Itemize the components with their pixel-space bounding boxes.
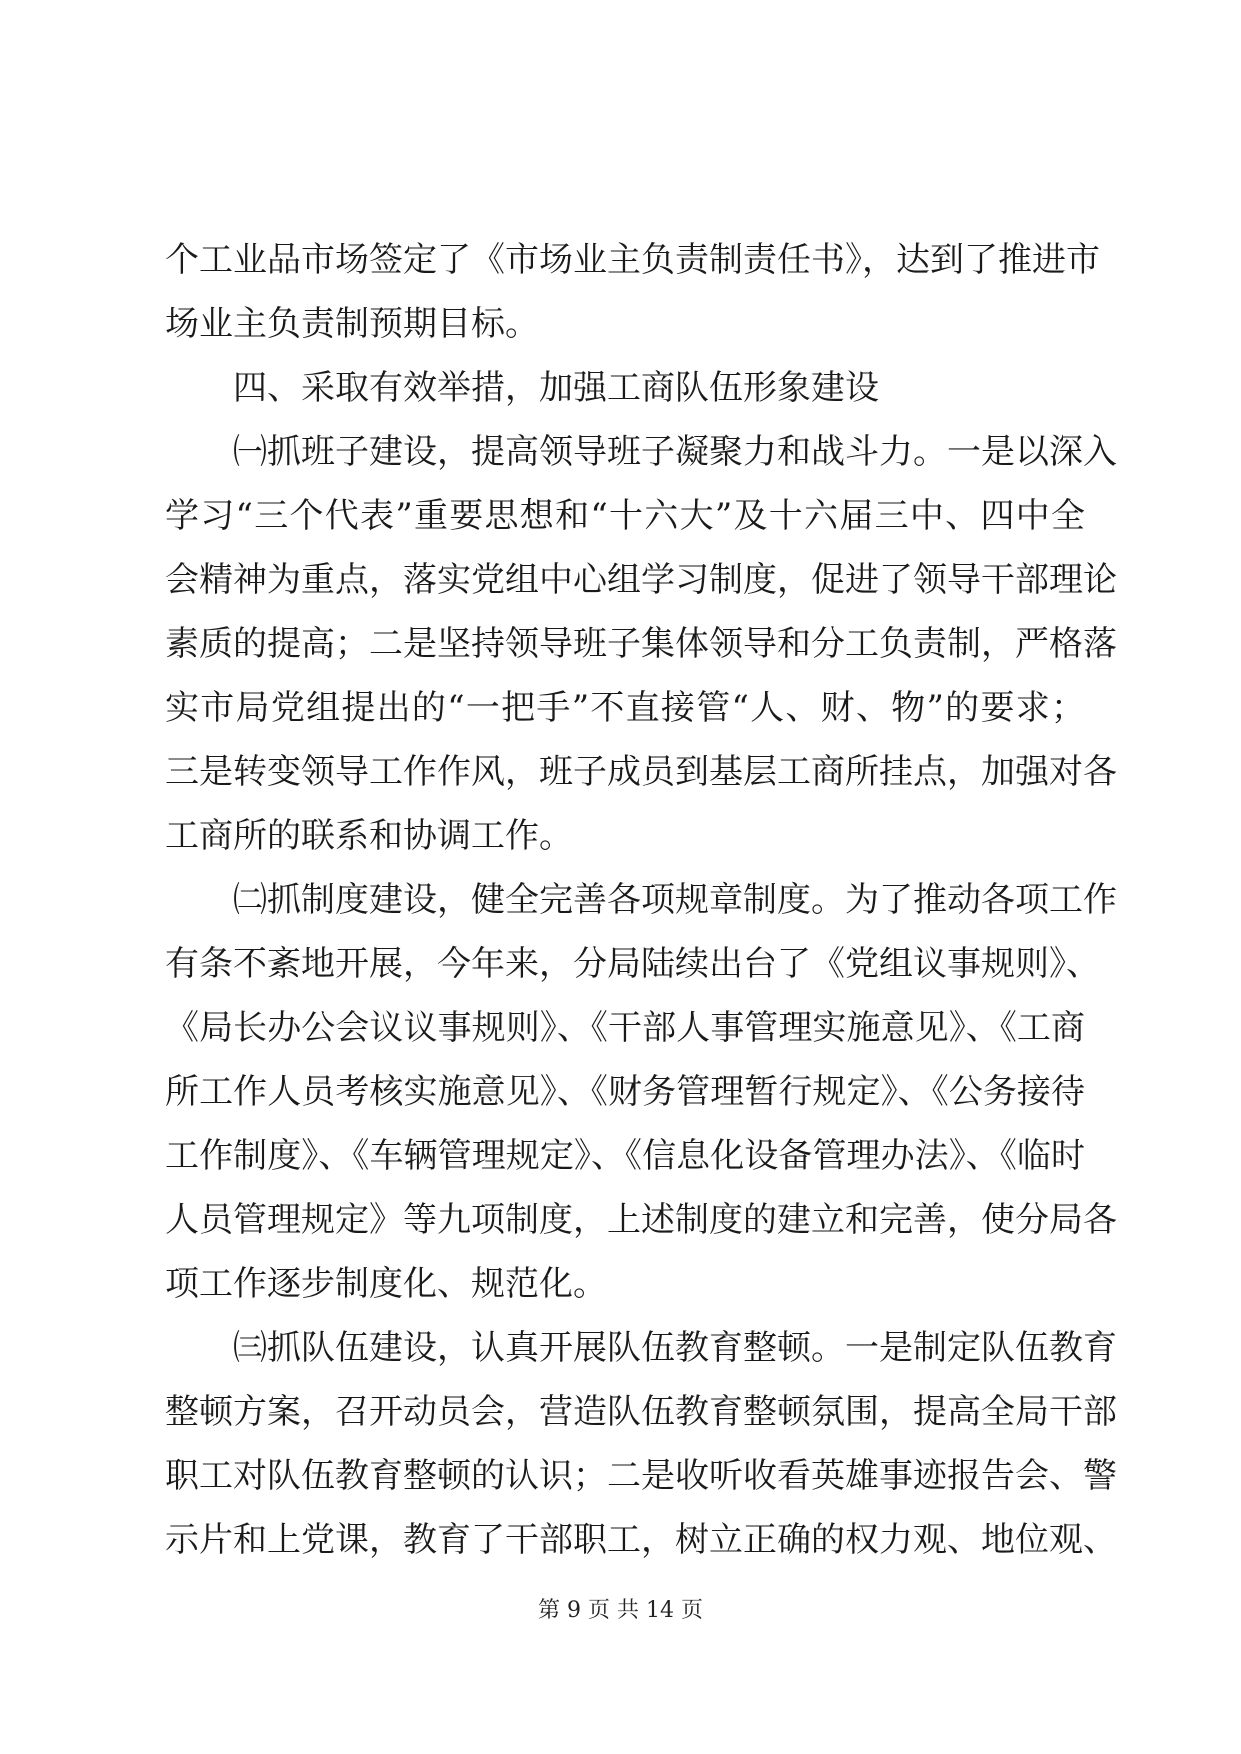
document-body — [165, 228, 1117, 1572]
paragraph-line: 项工作逐步制度化、规范化。 — [165, 1264, 607, 1304]
paragraph-line: 会精神为重点，落实党组中心组学习制度，促进了领导干部理论 — [165, 560, 1117, 600]
page-footer: 第 9 页 共 14 页 — [538, 1598, 703, 1623]
paragraph-line: ㈢抓队伍建设，认真开展队伍教育整顿。一是制定队伍教育 — [233, 1328, 1117, 1368]
paragraph-line: 学习“三个代表”重要思想和“十六大”及十六届三中、四中全 — [165, 496, 1085, 536]
paragraph-line: 个工业品市场签定了《市场业主负责制责任书》，达到了推进市 — [165, 240, 1100, 280]
paragraph-line: 所工作人员考核实施意见》、《财务管理暂行规定》、《公务接待 — [165, 1072, 1085, 1112]
paragraph-line: 有条不紊地开展，今年来，分局陆续出台了《党组议事规则》、 — [165, 944, 1100, 984]
paragraph-line: 示片和上党课，教育了干部职工，树立正确的权力观、地位观、 — [165, 1520, 1117, 1560]
paragraph-line: 整顿方案，召开动员会，营造队伍教育整顿氛围，提高全局干部 — [165, 1392, 1117, 1432]
paragraph-line: 场业主负责制预期目标。 — [165, 304, 539, 344]
paragraph-line: 实市局党组提出的“一把手”不直接管“人、财、物”的要求； — [165, 688, 1085, 728]
paragraph-line: 三是转变领导工作作风，班子成员到基层工商所挂点，加强对各 — [165, 752, 1117, 792]
paragraph-line: ㈠抓班子建设，提高领导班子凝聚力和战斗力。一是以深入 — [233, 432, 1117, 472]
paragraph-line: 职工对队伍教育整顿的认识；二是收听收看英雄事迹报告会、警 — [165, 1456, 1117, 1496]
section-heading: 四、采取有效举措，加强工商队伍形象建设 — [233, 368, 879, 408]
paragraph-line: 人员管理规定》等九项制度，上述制度的建立和完善，使分局各 — [165, 1200, 1117, 1240]
paragraph-line: 工商所的联系和协调工作。 — [165, 816, 573, 856]
paragraph-line: 《局长办公会议议事规则》、《干部人事管理实施意见》、《工商 — [165, 1008, 1085, 1048]
paragraph-line: ㈡抓制度建设，健全完善各项规章制度。为了推动各项工作 — [233, 880, 1117, 920]
paragraph-line: 素质的提高；二是坚持领导班子集体领导和分工负责制，严格落 — [165, 624, 1117, 664]
paragraph-line: 工作制度》、《车辆管理规定》、《信息化设备管理办法》、《临时 — [165, 1136, 1085, 1176]
